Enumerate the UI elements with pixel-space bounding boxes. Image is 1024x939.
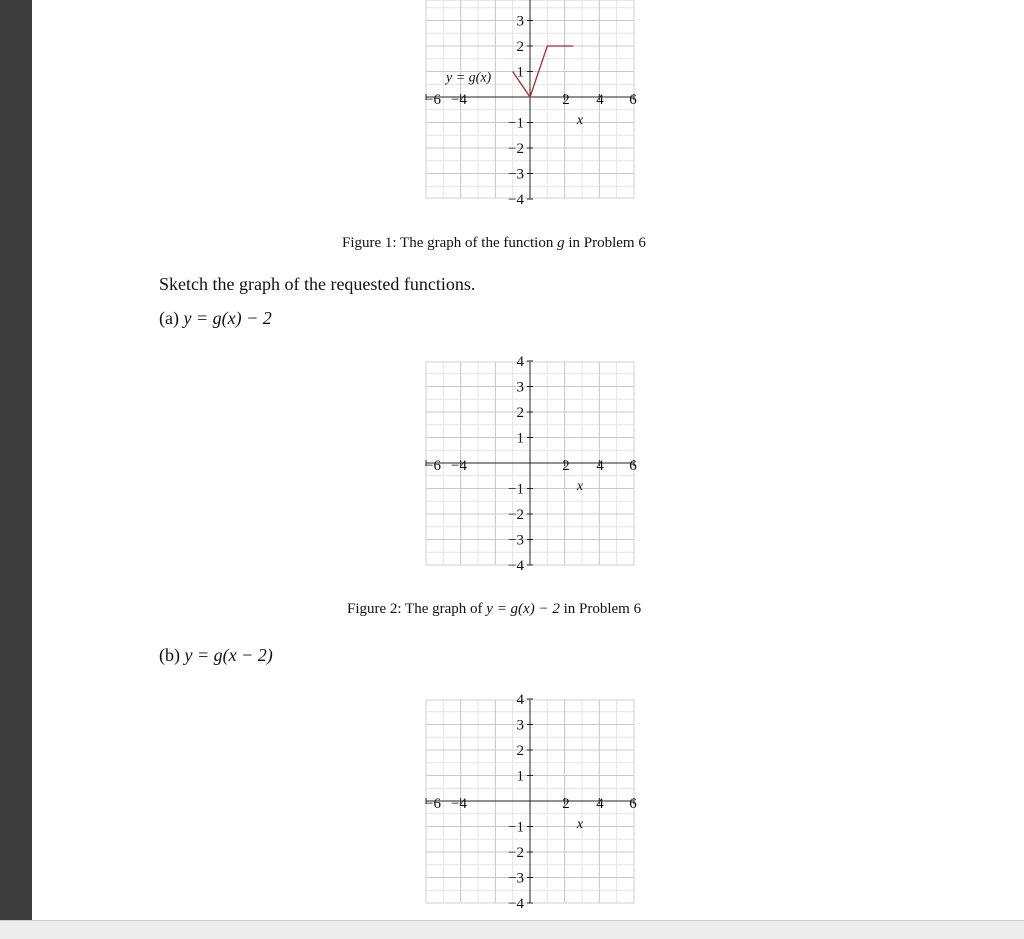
x-axis-label: x (576, 113, 584, 128)
part-b-label: (b) (159, 645, 180, 665)
x-axis-label: x (576, 817, 584, 832)
figure-2-graph (32, 340, 1024, 580)
instructions: Sketch the graph of the requested functions. (159, 274, 476, 294)
y-tick-label: −2 (508, 141, 524, 157)
y-tick-label: 2 (516, 405, 524, 421)
y-tick-label: 2 (516, 39, 524, 55)
x-tick-label: 4 (596, 92, 604, 108)
x-tick-label: −4 (451, 796, 467, 812)
x-tick-label: 4 (596, 796, 604, 812)
y-tick-label: −2 (508, 845, 524, 861)
figure-2-caption (347, 601, 641, 618)
y-tick-label: −4 (508, 192, 524, 208)
y-tick-label: −3 (508, 166, 524, 183)
x-tick-label: −6 (425, 458, 441, 474)
y-tick-label: −1 (508, 819, 524, 836)
x-tick-label: 6 (629, 92, 637, 108)
figure-2-svg (32, 340, 1024, 580)
y-tick-label: 3 (516, 717, 524, 734)
part-a-heading (159, 308, 272, 329)
x-tick-label: 2 (562, 92, 570, 108)
caption-expression: y = g(x) − 2 (486, 601, 560, 617)
y-tick-label: 1 (516, 64, 524, 81)
y-tick-label: 2 (516, 743, 524, 759)
caption-text: in Problem 6 (559, 601, 642, 617)
figure-3-graph (32, 680, 1024, 920)
y-tick-label: −4 (508, 896, 524, 912)
caption-variable: g (557, 235, 565, 251)
y-tick-label: 1 (516, 768, 524, 785)
y-tick-label: −3 (508, 870, 524, 887)
caption-text: Figure 2: The graph of (347, 601, 487, 617)
caption-text: Figure 1: The graph of the function (342, 235, 558, 251)
x-tick-label: 2 (562, 458, 570, 474)
x-axis-label: x (576, 479, 584, 494)
y-tick-label: 3 (516, 379, 524, 396)
window-bottom-bar (0, 920, 1024, 939)
document-page[interactable] (32, 0, 1024, 920)
y-tick-label: 1 (516, 430, 524, 447)
y-tick-label: −4 (508, 558, 524, 574)
y-tick-label: 4 (516, 692, 524, 708)
x-tick-label: 2 (562, 796, 570, 812)
x-tick-label: −6 (425, 796, 441, 812)
x-tick-label: 6 (629, 458, 637, 474)
y-tick-label: −3 (508, 532, 524, 549)
x-tick-label: 4 (596, 458, 604, 474)
y-tick-label: 3 (516, 13, 524, 30)
x-tick-label: −4 (451, 92, 467, 108)
part-b-expression: y = g(x − 2) (184, 645, 273, 665)
x-tick-label: 6 (629, 796, 637, 812)
part-b-heading (159, 645, 273, 666)
part-a-label: (a) (159, 308, 179, 328)
x-tick-label: −4 (451, 458, 467, 474)
caption-text: in Problem 6 (564, 235, 646, 251)
window-left-strip (0, 0, 32, 920)
figure-1-svg (32, 0, 1024, 220)
figure-1-graph (32, 0, 1024, 220)
figure-1-caption (342, 235, 646, 252)
x-tick-label: −6 (425, 92, 441, 108)
y-tick-label: −2 (508, 507, 524, 523)
y-tick-label: 4 (516, 354, 524, 370)
part-a-expression: y = g(x) − 2 (183, 308, 272, 328)
function-label: y = g(x) (446, 70, 492, 86)
figure-3-svg (32, 680, 1024, 920)
y-tick-label: −1 (508, 481, 524, 498)
y-tick-label: −1 (508, 115, 524, 132)
